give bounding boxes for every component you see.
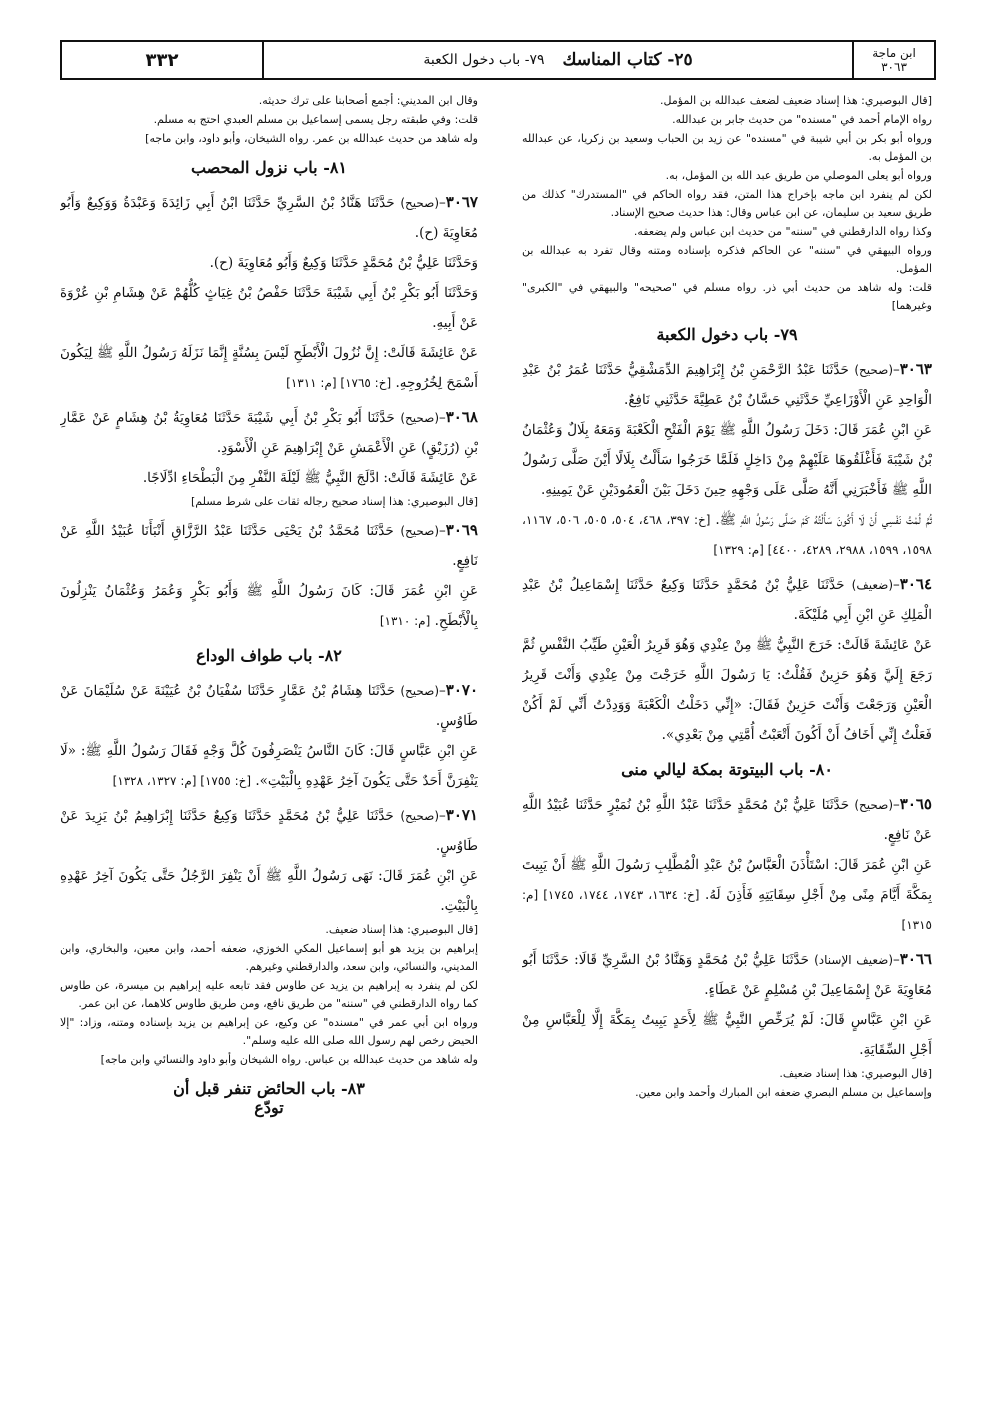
footnote: وقال ابن المديني: أجمع أصحابنا على ترك حديثه. <box>258 94 478 107</box>
isnad-text: حَدَّثَنَا هَنَّادُ بْنُ السَّرِيِّ حَدَّثَنَا ابْنُ أَبِي زَائِدَةَ وَعَبْدَةُ وَوَكِيعٌ وَأَبُو مُعَاوِيَةَ (ح). <box>60 195 478 241</box>
footnote: قلت: وله شاهد من حديث أبي ذر. رواه مسلم في "صحيحه" والبيهقي في "الكبرى" وغيرهما] <box>522 281 932 312</box>
hadith-isnad: ٣٠٦٥–(صحيح) حَدَّثَنَا عَلِيُّ بْنُ مُحَمَّدٍ حَدَّثَنَا عَبْدُ اللَّهِ بْنُ نُمَيْرٍ حَدَّثَنَا عُبَيْدُ اللَّهِ عَنْ نَافِعٍ. <box>522 795 932 843</box>
isnad-text: وَحَدَّثَنَا أَبُو بَكْرِ بْنُ أَبِي شَيْبَةَ حَدَّثَنَا حَفْصُ بْنُ غِيَاثٍ كُلُّهُمْ عَنْ هِشَامِ بْنِ عُرْوَةَ عَنْ أَبِيهِ. <box>60 285 478 331</box>
hadith-matn <box>60 736 478 796</box>
hadith-isnad: ٣٠٦٦–(ضعيف الإسناد) حَدَّثَنَا عَلِيُّ بْنُ مُحَمَّدٍ وَهَنَّادُ بْنُ السَّرِيِّ قَالَا: حَدَّثَنَا أَبُو مُعَاوِيَةَ عَنْ إِسْمَاعِيلَ بْنِ مُسْلِمٍ عَنْ عَطَاءٍ. <box>522 950 932 998</box>
hadith-grade: (صحيح) <box>400 196 440 210</box>
isnad-text: حَدَّثَنَا أَبُو بَكْرِ بْنُ أَبِي شَيْبَةَ حَدَّثَنَا مُعَاوِيَةُ بْنُ هِشَامٍ عَنْ عَمَّارِ بْنِ (رُزَيْقٍ) عَنِ الْأَعْمَشِ عَنْ إِبْرَاهِيمَ عَنِ الْأَسْوَدِ. <box>60 410 478 456</box>
right-column <box>522 92 932 1363</box>
footnote: وله شاهد من حديث عبدالله بن عباس. رواه الشيخان وأبو داود والنسائي وابن ماجه] <box>100 1053 478 1066</box>
chapter-heading: ٧٩- باب دخول الكعبة <box>656 325 798 344</box>
isnad-text: حَدَّثَنَا مُحَمَّدُ بْنُ يَحْيَى حَدَّثَنَا عَبْدُ الرَّزَّاقِ أَنْبَأَنَا عُبَيْدُ اللَّهِ عَنْ نَافِعٍ. <box>60 523 478 569</box>
isnad-text: حَدَّثَنَا عَلِيُّ بْنُ مُحَمَّدٍ حَدَّثَنَا وَكِيعٌ حَدَّثَنَا إِبْرَاهِيمُ بْنُ يَزِيدَ عَنْ طَاوُسٍ. <box>60 808 478 854</box>
takhrij-reference: [خ: ١٧٦٥] [م: ١٣١١] <box>286 376 392 390</box>
footnote: رواه الإمام أحمد في "مسنده" من حديث جابر بن عبدالله. <box>672 113 932 126</box>
hadith-matn <box>60 338 478 398</box>
takhrij-reference: [م: ١٣١٠] <box>379 614 431 628</box>
isnad-text: حَدَّثَنَا عَبْدُ الرَّحْمَنِ بْنُ إِبْرَاهِيمَ الدِّمَشْقِيُّ حَدَّثَنَا عُمَرُ بْنُ عَبْدِ الْوَاحِدِ عَنِ الْأَوْزَاعِيِّ حَدَّثَنِي حَسَّانُ بْنُ عَطِيَّةَ حَدَّثَنِي نَافِعٌ. <box>522 362 932 408</box>
hadith-number: ٣٠٧١ <box>445 806 478 824</box>
footnote: [قال البوصيري: هذا إسناد صحيح رجاله ثقات على شرط مسلم] <box>191 495 478 508</box>
hadith-grade: (صحيح) <box>854 363 893 377</box>
page-number: ٣٣٢ <box>62 42 264 78</box>
footnote: وله شاهد من حديث عبدالله بن عمر. رواه الشيخان، وأبو داود، وابن ماجه] <box>145 132 478 145</box>
hadith-isnad: ٣٠٧١–(صحيح) حَدَّثَنَا عَلِيُّ بْنُ مُحَمَّدٍ حَدَّثَنَا وَكِيعٌ حَدَّثَنَا إِبْرَاهِيمُ بْنُ يَزِيدَ عَنْ طَاوُسٍ. <box>60 806 478 854</box>
matn-text: ثُمَّ لُمْتُ نَفْسِي أَنْ لَا أَكُونَ سَأَلْتُهُ كَمْ صَلَّى رَسُولُ اللَّهِ ﷺ. <box>715 512 932 528</box>
matn-text: عَنِ ابْنِ عُمَرَ قَالَ: اسْتَأْذَنَ الْعَبَّاسُ بْنُ عَبْدِ الْمُطَّلِبِ رَسُولَ اللَّهِ ﷺ أَنْ يَبِيتَ بِمَكَّةَ أَيَّامَ مِنًى مِنْ أَجْلِ سِقَايَتِهِ فَأَذِنَ لَهُ. <box>522 857 932 903</box>
hadith-matn: عَنِ ابْنِ عَبَّاسٍ قَالَ: لَمْ يُرَخِّصِ النَّبِيُّ ﷺ لِأَحَدٍ يَبِيتُ بِمَكَّةَ إِلَّا لِلْعَبَّاسِ مِنْ أَجْلِ السِّقَايَةِ. <box>522 1012 932 1058</box>
footnote: ورواه أبو بكر بن أبي شيبة في "مسنده" عن زيد بن الحباب وسعيد بن زكريا، عن عبدالله بن المؤمل به. <box>522 132 932 163</box>
isnad-text: حَدَّثَنَا عَلِيُّ بْنُ مُحَمَّدٍ حَدَّثَنَا عَبْدُ اللَّهِ بْنُ نُمَيْرٍ حَدَّثَنَا عُبَيْدُ اللَّهِ عَنْ نَافِعٍ. <box>522 797 932 843</box>
running-header <box>60 40 936 80</box>
isnad-text: وَحَدَّثَنَا عَلِيُّ بْنُ مُحَمَّدٍ حَدَّثَنَا وَكِيعٌ وَأَبُو مُعَاوِيَةَ (ح). <box>209 255 478 271</box>
hadith-isnad: ٣٠٦٩–(صحيح) حَدَّثَنَا مُحَمَّدُ بْنُ يَحْيَى حَدَّثَنَا عَبْدُ الرَّزَّاقِ أَنْبَأَنَا عُبَيْدُ اللَّهِ عَنْ نَافِعٍ. <box>60 521 478 569</box>
hadith-number: ٣٠٦٦ <box>899 950 932 968</box>
hadith-number: ٣٠٦٨ <box>445 408 478 426</box>
footnote: قلت: وفي طبقته رجل يسمى إسماعيل بن مسلم العبدي احتج به مسلم. <box>153 113 478 126</box>
hadith-isnad: ٣٠٦٣–(صحيح) حَدَّثَنَا عَبْدُ الرَّحْمَنِ بْنُ إِبْرَاهِيمَ الدِّمَشْقِيُّ حَدَّثَنَا عُمَرُ بْنُ عَبْدِ الْوَاحِدِ عَنِ الْأَوْزَاعِيِّ حَدَّثَنِي حَسَّانُ بْنُ عَطِيَّةَ حَدَّثَنِي نَافِعٌ. <box>522 360 932 408</box>
hadith-matn <box>522 505 932 565</box>
chapter-heading <box>60 1079 478 1117</box>
hadith-grade: (صحيح) <box>854 798 894 812</box>
footnote: [قال البوصيري: هذا إسناد ضعيف. <box>325 923 478 936</box>
hadith-number: ٣٠٦٣ <box>899 360 932 378</box>
hadith-number: ٣٠٦٤ <box>899 575 932 593</box>
hadith-isnad: ٣٠٧٠–(صحيح) حَدَّثَنَا هِشَامُ بْنُ عَمَّارٍ حَدَّثَنَا سُفْيَانُ بْنُ عُيَيْنَةَ عَنْ سُلَيْمَانَ عَنْ طَاوُسٍ. <box>60 681 478 729</box>
matn-text: عَنِ ابْنِ عَبَّاسٍ قَالَ: كَانَ النَّاسُ يَنْصَرِفُونَ كُلَّ وَجْهٍ فَقَالَ رَسُولُ اللَّهِ ﷺ: «لَا يَنْفِرَنَّ أَحَدٌ حَتَّى يَكُونَ آخِرُ عَهْدِهِ بِالْبَيْتِ». <box>60 743 478 789</box>
book-title: ٢٥- كتاب المناسك <box>562 50 693 70</box>
matn-text: عَنِ ابْنِ عُمَرَ قَالَ: كَانَ رَسُولُ اللَّهِ ﷺ وَأَبُو بَكْرٍ وَعُمَرُ وَعُثْمَانُ يَنْزِلُونَ بِالْأَبْطَحِ. <box>60 583 478 629</box>
hadith-isnad: ٣٠٦٧–(صحيح) حَدَّثَنَا هَنَّادُ بْنُ السَّرِيِّ حَدَّثَنَا ابْنُ أَبِي زَائِدَةَ وَعَبْدَةُ وَوَكِيعٌ وَأَبُو مُعَاوِيَةَ (ح). <box>60 193 478 241</box>
hadith-matn: عَنِ ابْنِ عُمَرَ قَالَ: دَخَلَ رَسُولُ اللَّهِ ﷺ يَوْمَ الْفَتْحِ الْكَعْبَةَ وَمَعَهُ بِلَالٌ وَعُثْمَانُ بْنُ شَيْبَةَ فَأَغْلَقُوهَا عَلَيْهِمْ مِنْ دَاخِلٍ فَلَمَّا خَرَجُوا سَأَلْتُ بِلَالًا أَيْنَ صَلَّى رَسُولُ اللَّهِ ﷺ فَأَخْبَرَنِي أَنَّهُ صَلَّى عَلَى وَجْهِهِ حِينَ دَخَلَ بَيْنَ الْعَمُودَيْنِ عَنْ يَمِينِهِ. <box>522 422 932 498</box>
hadith-number: ٣٠٦٧ <box>445 193 478 211</box>
chapter-heading: ٨١- باب نزول المحصب <box>190 158 348 177</box>
hadith-grade: (ضعيف الإسناد) <box>814 953 894 967</box>
isnad-text: حَدَّثَنَا عَلِيُّ بْنُ مُحَمَّدٍ حَدَّثَنَا وَكِيعٌ حَدَّثَنَا إِسْمَاعِيلُ بْنُ عَبْدِ الْمَلِكِ عَنِ ابْنِ أَبِي مُلَيْكَةَ. <box>522 577 932 623</box>
footnote: ورواه ابن أبي عمر في "مسنده" عن وكيع، عن إبراهيم بن يزيد بإسناده ومتنه، وزاد: "إلا الحيض رخص لهم رسول الله صلى الله عليه وسلم". <box>60 1016 478 1047</box>
hadith-grade: (صحيح) <box>400 524 440 538</box>
footnote: ورواه أبو يعلى الموصلي من طريق عبد الله بن المؤمل، به. <box>665 169 932 182</box>
footnote: لكن لم ينفرد ابن ماجه بإخراج هذا المتن، فقد رواه الحاكم في "المستدرك" كذلك من طريق سعيد بن سليمان، عن ابن عباس وقال: هذا حديث صحيح الإسناد. <box>522 188 932 219</box>
chapter-heading-line: ٨٣- باب الحائض تنفر قبل أن <box>173 1079 365 1098</box>
hadith-number: ٣٠٦٩ <box>445 521 478 539</box>
footnote: إبراهيم بن يزيد هو أبو إسماعيل المكي الخوزي، ضعفه أحمد، وابن معين، والبخاري، وابن المديني، والنسائي، وابن سعد، والدارقطني وغيرهم. <box>60 942 478 973</box>
chapter-title: ٧٩- باب دخول الكعبة <box>423 52 545 68</box>
hadith-number-start: ٣٠٦٣ <box>881 60 907 74</box>
hadith-matn <box>60 576 478 636</box>
hadith-matn: عَنْ عَائِشَةَ قَالَتْ: ادَّلَجَ النَّبِيُّ ﷺ لَيْلَةَ النَّفْرِ مِنَ الْبَطْحَاءِ ادِّلَاجًا. <box>142 470 478 486</box>
hadith-isnad: ٣٠٦٤–(ضعيف) حَدَّثَنَا عَلِيُّ بْنُ مُحَمَّدٍ حَدَّثَنَا وَكِيعٌ حَدَّثَنَا إِسْمَاعِيلُ بْنُ عَبْدِ الْمَلِكِ عَنِ ابْنِ أَبِي مُلَيْكَةَ. <box>522 575 932 623</box>
footnote: ورواه البيهقي في "سننه" عن الحاكم فذكره بإسناده ومتنه وقال تفرد به عبدالله بن المؤمل. <box>522 244 932 275</box>
hadith-number: ٣٠٧٠ <box>445 681 478 699</box>
header-title <box>264 42 852 78</box>
hadith-grade: (صحيح) <box>400 684 440 698</box>
footnote: لكن لم ينفرد به إبراهيم بن يزيد عن طاوس فقد تابعه عليه إبراهيم بن ميسرة، عن طاوس كما رواه الدارقطني في "سننه" من طريق نافع، ومن طريق طاوس كلاهما، عن ابن عمر. <box>60 979 478 1010</box>
left-column <box>60 92 478 1363</box>
hadith-matn: عَنِ ابْنِ عُمَرَ قَالَ: نَهَى رَسُولُ اللَّهِ ﷺ أَنْ يَنْفِرَ الرَّجُلُ حَتَّى يَكُونَ آخِرُ عَهْدِهِ بِالْبَيْتِ. <box>60 868 478 914</box>
isnad-text: حَدَّثَنَا عَلِيُّ بْنُ مُحَمَّدٍ وَهَنَّادُ بْنُ السَّرِيِّ قَالَا: حَدَّثَنَا أَبُو مُعَاوِيَةَ عَنْ إِسْمَاعِيلَ بْنِ مُسْلِمٍ عَنْ عَطَاءٍ. <box>522 952 932 998</box>
footnote: [قال البوصيري: هذا إسناد ضعيف لضعف عبدالله بن المؤمل. <box>660 94 932 107</box>
hadith-matn: عَنْ عَائِشَةَ قَالَتْ: خَرَجَ النَّبِيُّ ﷺ مِنْ عِنْدِي وَهُوَ قَرِيرُ الْعَيْنِ طَيِّبُ النَّفْسِ ثُمَّ رَجَعَ إِلَيَّ وَهُوَ حَزِينٌ فَقُلْتُ: يَا رَسُولَ اللَّهِ خَرَجْتَ مِنْ عِنْدِي وَأَنْتَ قَرِيرُ الْعَيْنِ وَرَجَعْتَ وَأَنْتَ حَزِينٌ فَقَالَ: «إِنِّي دَخَلْتُ الْكَعْبَةَ وَوَدِدْتُ أَنِّي لَمْ أَكُنْ فَعَلْتُ إِنِّي أَخَافُ أَنْ أَكُونَ أَتْعَبْتُ أُمَّتِي مِنْ بَعْدِي». <box>522 637 932 743</box>
chapter-heading-line: تودّع <box>254 1098 284 1117</box>
book-name: ابن ماجة <box>872 46 916 60</box>
footnote: وكذا رواه الدارقطني في "سننه" من حديث ابن عباس ولم يضعفه. <box>633 225 932 238</box>
hadith-grade: (ضعيف) <box>851 578 894 592</box>
chapter-heading: ٨٠- باب البيتوتة بمكة ليالي منى <box>621 760 833 779</box>
takhrij-reference: [خ: ٣٩٧، ٤٦٨، ٥٠٤، ٥٠٥، ٥٠٦، ١١٦٧، ١٥٩٨، ١٥٩٩، ٢٩٨٨، ٤٢٨٩، ٤٤٠٠] [م: ١٣٢٩] <box>522 513 932 557</box>
hadith-grade: (صحيح) <box>400 411 439 425</box>
isnad-text: حَدَّثَنَا هِشَامُ بْنُ عَمَّارٍ حَدَّثَنَا سُفْيَانُ بْنُ عُيَيْنَةَ عَنْ سُلَيْمَانَ عَنْ طَاوُسٍ. <box>60 683 478 729</box>
hadith-isnad: ٣٠٦٨–(صحيح) حَدَّثَنَا أَبُو بَكْرِ بْنُ أَبِي شَيْبَةَ حَدَّثَنَا مُعَاوِيَةُ بْنُ هِشَامٍ عَنْ عَمَّارِ بْنِ (رُزَيْقٍ) عَنِ الْأَعْمَشِ عَنْ إِبْرَاهِيمَ عَنِ الْأَسْوَدِ. <box>60 408 478 456</box>
hadith-range <box>852 42 934 78</box>
hadith-matn <box>522 850 932 940</box>
chapter-heading: ٨٢- باب طواف الوداع <box>196 646 342 665</box>
hadith-grade: (صحيح) <box>400 809 440 823</box>
takhrij-reference: [خ: ١٦٣٤، ١٧٤٣، ١٧٤٤، ١٧٤٥] [م: ١٣١٥] <box>522 888 932 932</box>
takhrij-reference: [خ: ١٧٥٥] [م: ١٣٢٧، ١٣٢٨] <box>112 774 252 788</box>
footnote: وإسماعيل بن مسلم البصري ضعفه ابن المبارك وأحمد وابن معين. <box>635 1086 932 1099</box>
footnote: [قال البوصيري: هذا إسناد ضعيف. <box>779 1067 932 1080</box>
matn-text: عَنْ عَائِشَةَ قَالَتْ: إِنَّ نُزُولَ الْأَبْطَحِ لَيْسَ بِسُنَّةٍ إِنَّمَا نَزَلَهُ رَسُولُ اللَّهِ ﷺ لِيَكُونَ أَسْمَحَ لِخُرُوجِهِ. <box>60 345 478 391</box>
hadith-number: ٣٠٦٥ <box>899 795 932 813</box>
